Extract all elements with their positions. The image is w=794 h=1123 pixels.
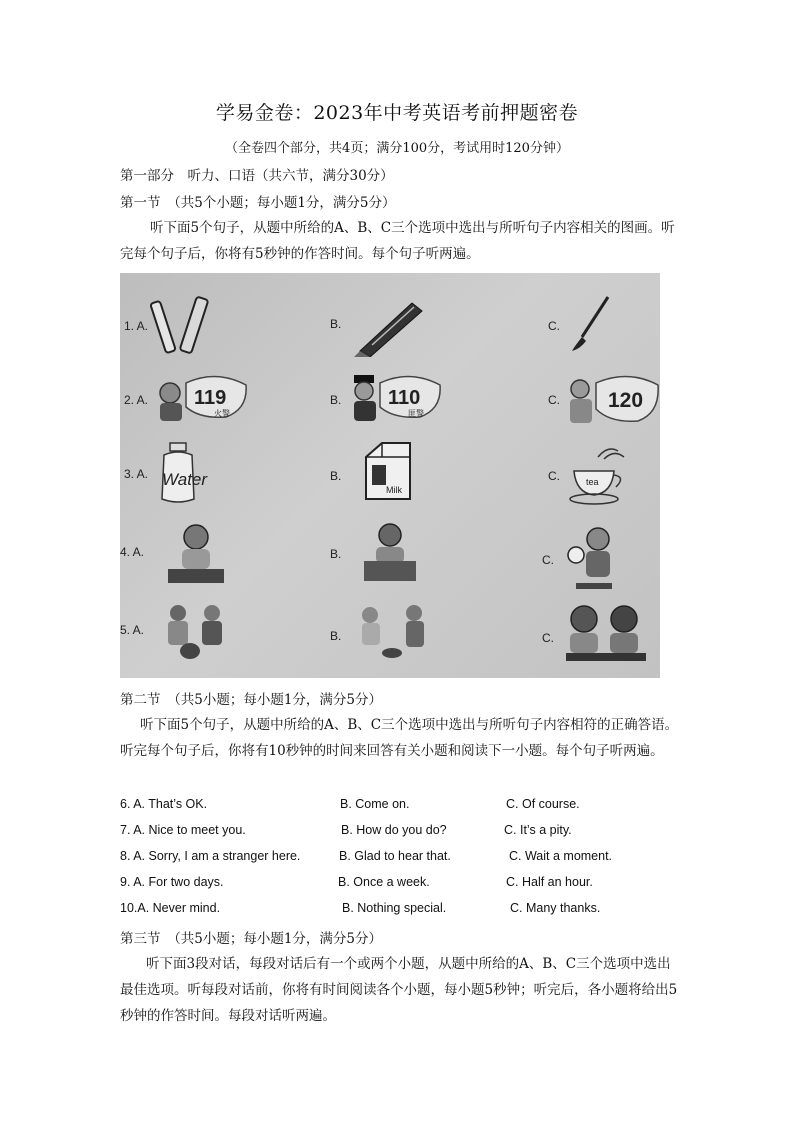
q8-option-a: 8. A. Sorry, I am a stranger here.	[120, 849, 301, 863]
q10-option-a: 10.A. Never mind.	[120, 901, 221, 915]
milk-label: Milk	[386, 485, 402, 495]
section1-instruction-text: 听下面5个句子，从题中所给的A、B、C三个选项中选出与所听句子内容相关的图画。听完每个句子后，你将有5秒钟的作答时间。每个句子听两遍。	[120, 220, 675, 262]
row2-label-c: C.	[548, 393, 560, 407]
water-bottle-icon	[156, 441, 226, 505]
kids-painting-icon	[560, 603, 656, 667]
q8-option-b: B. Glad to hear that.	[339, 849, 451, 863]
row3-label-b: B.	[330, 469, 342, 483]
fire-caption: 火警	[214, 409, 230, 418]
exam-subtitle: （全卷四个部分，共4页；满分100分，考试用时120分钟）	[225, 141, 569, 156]
section3-heading: 第三节 （共5小题；每小题1分，满分5分）	[120, 931, 383, 947]
boy-writing-icon	[360, 521, 420, 585]
row5-label-a: 5. A.	[120, 623, 145, 637]
ambulance-number-sign-icon	[566, 371, 660, 429]
fire-number-sign-icon	[156, 371, 248, 423]
part1-heading: 第一部分 听力、口语（共六节，满分30分）	[120, 168, 394, 184]
q9-option-a: 9. A. For two days.	[120, 875, 224, 889]
section3-instruction-text: 听下面3段对话，每段对话后有一个或两个小题，从题中所给的A、B、C三个选项中选出最佳选项。听每段对话前，你将有时间阅读各个小题，每小题5秒钟；听完后，各小题将给出5秒钟的作答时间。每段对话听两遍。	[120, 956, 678, 1024]
row2-label-a: 2. A.	[124, 393, 149, 407]
exam-title: 学易金卷：2023年中考英语考前押题密卷	[215, 102, 579, 124]
row5-label-b: B.	[330, 629, 342, 643]
q8-option-c: C. Wait a moment.	[509, 849, 613, 863]
fire-number: 119	[194, 387, 227, 409]
q6-option-a: 6. A. That’s OK.	[120, 797, 208, 811]
kids-sharing-icon	[160, 603, 230, 663]
police-caption: 匪警	[408, 409, 424, 418]
section3-instruction	[120, 951, 680, 1029]
ambulance-number: 120	[608, 389, 644, 412]
q10-option-c: C. Many thanks.	[510, 901, 601, 915]
chalk-sticks-icon	[150, 293, 220, 357]
q6-option-c: C. Of course.	[506, 797, 580, 811]
row3-label-a: 3. A.	[124, 467, 149, 481]
row1-label-a: 1. A.	[124, 319, 149, 333]
section2-heading: 第二节 （共5小题；每小题1分，满分5分）	[120, 692, 383, 708]
row2-label-b: B.	[330, 393, 342, 407]
row1-label-c: C.	[548, 319, 560, 333]
row5-label-c: C.	[542, 631, 554, 645]
row4-label-a: 4. A.	[120, 545, 145, 559]
section2-instruction-text: 听下面5个句子，从题中所给的A、B、C三个选项中选出与所听句子内容相符的正确答语。听完每个句子后，你将有10秒钟的时间来回答有关小题和阅读下一小题。每个句子听两遍。	[120, 717, 679, 759]
section1-heading: 第一节 （共5个小题；每小题1分，满分5分）	[120, 195, 396, 211]
police-number: 110	[388, 387, 421, 409]
row3-label-c: C.	[548, 469, 560, 483]
milk-carton-icon	[360, 439, 416, 503]
row1-label-b: B.	[330, 317, 342, 331]
section1-instruction	[120, 215, 680, 267]
q7-option-a: 7. A. Nice to meet you.	[120, 823, 246, 837]
picture-panel	[120, 273, 660, 678]
water-label: Water	[162, 470, 208, 489]
kids-playing-icon	[352, 603, 432, 663]
girl-with-clock-icon	[566, 525, 618, 591]
q7-option-c: C. It’s a pity.	[504, 823, 572, 837]
row4-label-c: C.	[542, 553, 554, 567]
q10-option-b: B. Nothing special.	[342, 901, 447, 915]
q9-option-b: B. Once a week.	[338, 875, 430, 889]
q7-option-b: B. How do you do?	[341, 823, 447, 837]
tea-label: tea	[586, 477, 599, 487]
row4-label-b: B.	[330, 547, 342, 561]
teacup-icon	[568, 443, 632, 507]
q9-option-c: C. Half an hour.	[506, 875, 593, 889]
police-number-sign-icon	[350, 371, 442, 423]
fountain-pen-icon	[352, 295, 432, 357]
girl-at-desk-icon	[166, 521, 226, 587]
q6-option-b: B. Come on.	[340, 797, 410, 811]
paintbrush-icon	[568, 293, 618, 353]
section2-instruction	[120, 712, 680, 764]
